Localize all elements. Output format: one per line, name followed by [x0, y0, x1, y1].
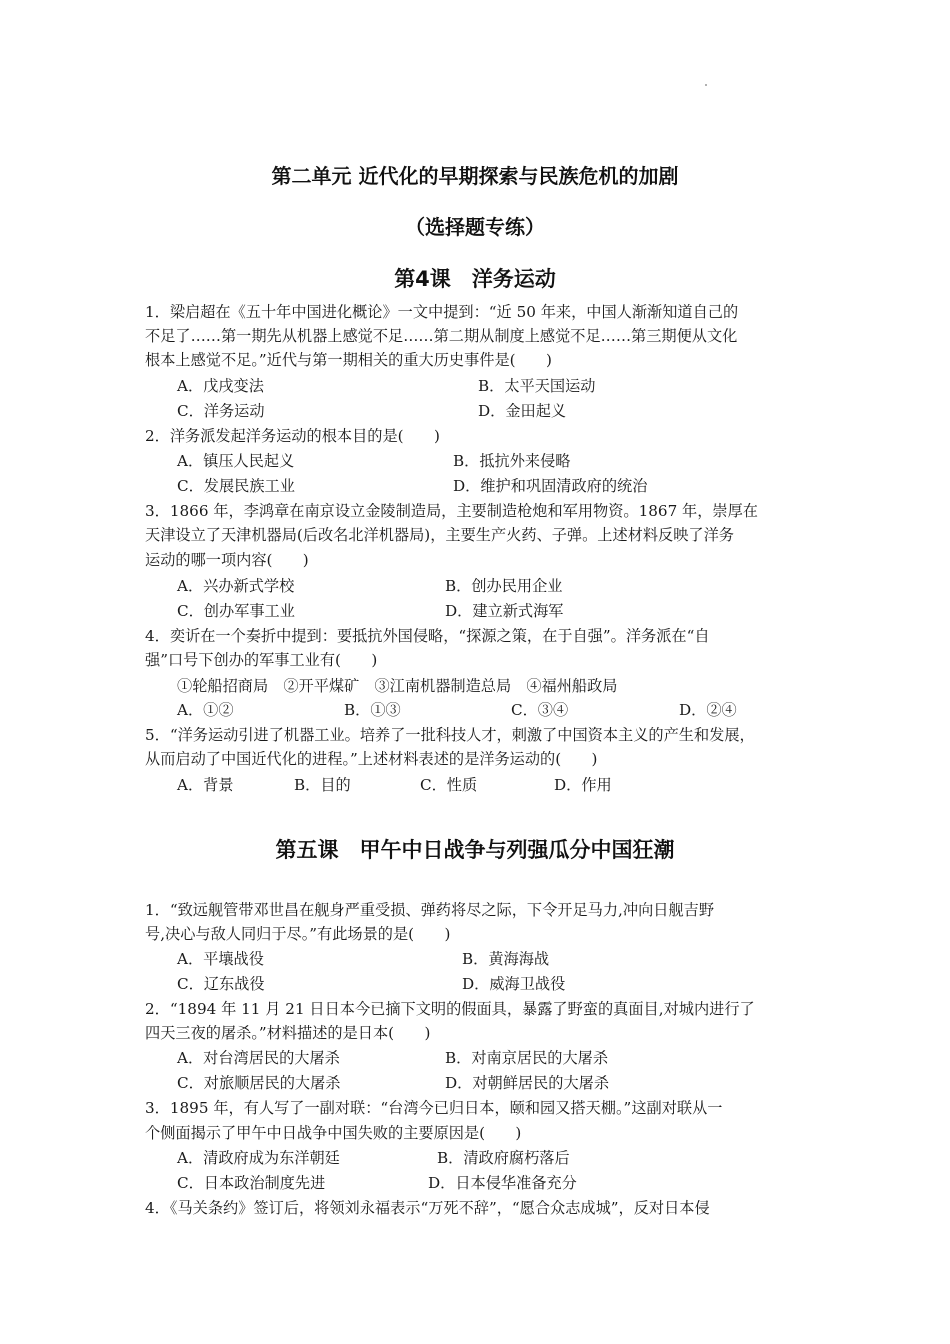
l4q5-option-b[interactable]: B．目的 — [294, 776, 351, 794]
l4q4-line2: 强”口号下创办的军事工业有( ) — [145, 651, 378, 669]
l4q2-line1: 2．洋务派发起洋务运动的根本目的是( ) — [145, 427, 440, 445]
l4q1-option-a[interactable]: A．戊戌变法 — [177, 377, 264, 395]
l5q3-option-d[interactable]: D．日本侵华准备充分 — [428, 1174, 577, 1192]
l5q3-option-b[interactable]: B．清政府腐朽落后 — [437, 1149, 570, 1167]
lesson4-title: 第4课 洋务运动 — [394, 267, 556, 291]
l4q1-option-b[interactable]: B．太平天国运动 — [478, 377, 596, 395]
l4q5-option-d[interactable]: D．作用 — [554, 776, 612, 794]
l4q4-items: ①轮船招商局 ②开平煤矿 ③江南机器制造总局 ④福州船政局 — [177, 677, 618, 695]
l5q4-line1: 4．《马关条约》签订后，将领刘永福表示“万死不辞”，“愿合众志成城”，反对日本侵 — [145, 1199, 710, 1217]
l4q1-option-c[interactable]: C．洋务运动 — [177, 402, 265, 420]
l5q1-option-a[interactable]: A．平壤战役 — [177, 950, 264, 968]
l5q1-line2: 号,决心与敌人同归于尽。”有此场景的是( ) — [145, 925, 451, 943]
l4q3-option-b[interactable]: B．创办民用企业 — [445, 577, 563, 595]
unit-title: 第二单元 近代化的早期探索与民族危机的加剧 — [271, 164, 679, 188]
l4q5-line1: 5．“洋务运动引进了机器工业。培养了一批科技人才，刺激了中国资本主义的产生和发展， — [145, 726, 755, 744]
l4q2-option-d[interactable]: D．维护和巩固清政府的统治 — [453, 477, 648, 495]
l5q1-option-b[interactable]: B．黄海海战 — [462, 950, 550, 968]
l4q1-line2: 不足了……第一期先从机器上感觉不足……第二期从制度上感觉不足……第三期便从文化 — [145, 327, 738, 345]
l4q4-option-c[interactable]: C．③④ — [511, 701, 569, 719]
l5q2-option-d[interactable]: D．对朝鲜居民的大屠杀 — [445, 1074, 610, 1092]
l4q3-option-a[interactable]: A．兴办新式学校 — [177, 577, 295, 595]
l4q3-option-d[interactable]: D．建立新式海军 — [445, 602, 564, 620]
l4q3-option-c[interactable]: C．创办军事工业 — [177, 602, 295, 620]
l5q2-line1: 2．“1894 年 11 月 21 日日本今已摘下文明的假面具，暴露了野蛮的真面目,对城内进行了 — [145, 1000, 755, 1018]
l4q2-option-a[interactable]: A．镇压人民起义 — [177, 452, 295, 470]
l5q2-option-a[interactable]: A．对台湾居民的大屠杀 — [177, 1049, 340, 1067]
l4q1-option-d[interactable]: D．金田起义 — [478, 402, 567, 420]
l4q1-line1: 1．梁启超在《五十年中国进化概论》一文中提到：“近 50 年来，中国人渐渐知道自己的 — [145, 303, 739, 321]
l4q5-line2: 从而启动了中国近代化的进程。”上述材料表述的是洋务运动的( ) — [145, 750, 598, 768]
l5q1-option-c[interactable]: C．辽东战役 — [177, 975, 265, 993]
l4q5-option-a[interactable]: A．背景 — [177, 776, 234, 794]
l4q4-option-a[interactable]: A．①② — [177, 701, 234, 719]
l5q3-line1: 3．1895 年，有人写了一副对联：“台湾今已归日本，颐和园又搭天棚。”这副对联从一 — [145, 1099, 723, 1117]
speck-mark — [705, 84, 707, 86]
l4q3-line2: 天津设立了天津机器局(后改名北洋机器局)，主要生产火药、子弹。上述材料反映了洋务 — [145, 526, 734, 544]
l5q2-option-b[interactable]: B．对南京居民的大屠杀 — [445, 1049, 609, 1067]
l4q3-line3: 运动的哪一项内容( ) — [145, 551, 309, 569]
l5q1-option-d[interactable]: D．威海卫战役 — [462, 975, 566, 993]
l4q2-option-c[interactable]: C．发展民族工业 — [177, 477, 295, 495]
l5q2-line2: 四天三夜的屠杀。”材料描述的是日本( ) — [145, 1024, 431, 1042]
section-subtitle: （选择题专练） — [405, 215, 545, 239]
l5q1-line1: 1．“致远舰管带邓世昌在舰身严重受损、弹药将尽之际，下令开足马力,冲向日舰吉野 — [145, 901, 715, 919]
l4q2-option-b[interactable]: B．抵抗外来侵略 — [453, 452, 571, 470]
l4q3-line1: 3．1866 年，李鸿章在南京设立金陵制造局，主要制造枪炮和军用物资。1867 年，崇厚在 — [145, 502, 758, 520]
l5q3-option-c[interactable]: C．日本政治制度先进 — [177, 1174, 326, 1192]
l5q3-option-a[interactable]: A．清政府成为东洋朝廷 — [177, 1149, 340, 1167]
l4q4-line1: 4．奕䜣在一个奏折中提到：要抵抗外国侵略，“探源之策，在于自强”。洋务派在“自 — [145, 627, 710, 645]
l4q1-line3: 根本上感觉不足。”近代与第一期相关的重大历史事件是( ) — [145, 351, 552, 369]
l4q4-option-d[interactable]: D．②④ — [679, 701, 737, 719]
l4q4-option-b[interactable]: B．①③ — [344, 701, 401, 719]
l5q2-option-c[interactable]: C．对旅顺居民的大屠杀 — [177, 1074, 341, 1092]
lesson5-title: 第五课 甲午中日战争与列强瓜分中国狂潮 — [275, 838, 675, 862]
l5q3-line2: 个侧面揭示了甲午中日战争中国失败的主要原因是( ) — [145, 1124, 522, 1142]
l4q5-option-c[interactable]: C．性质 — [420, 776, 478, 794]
